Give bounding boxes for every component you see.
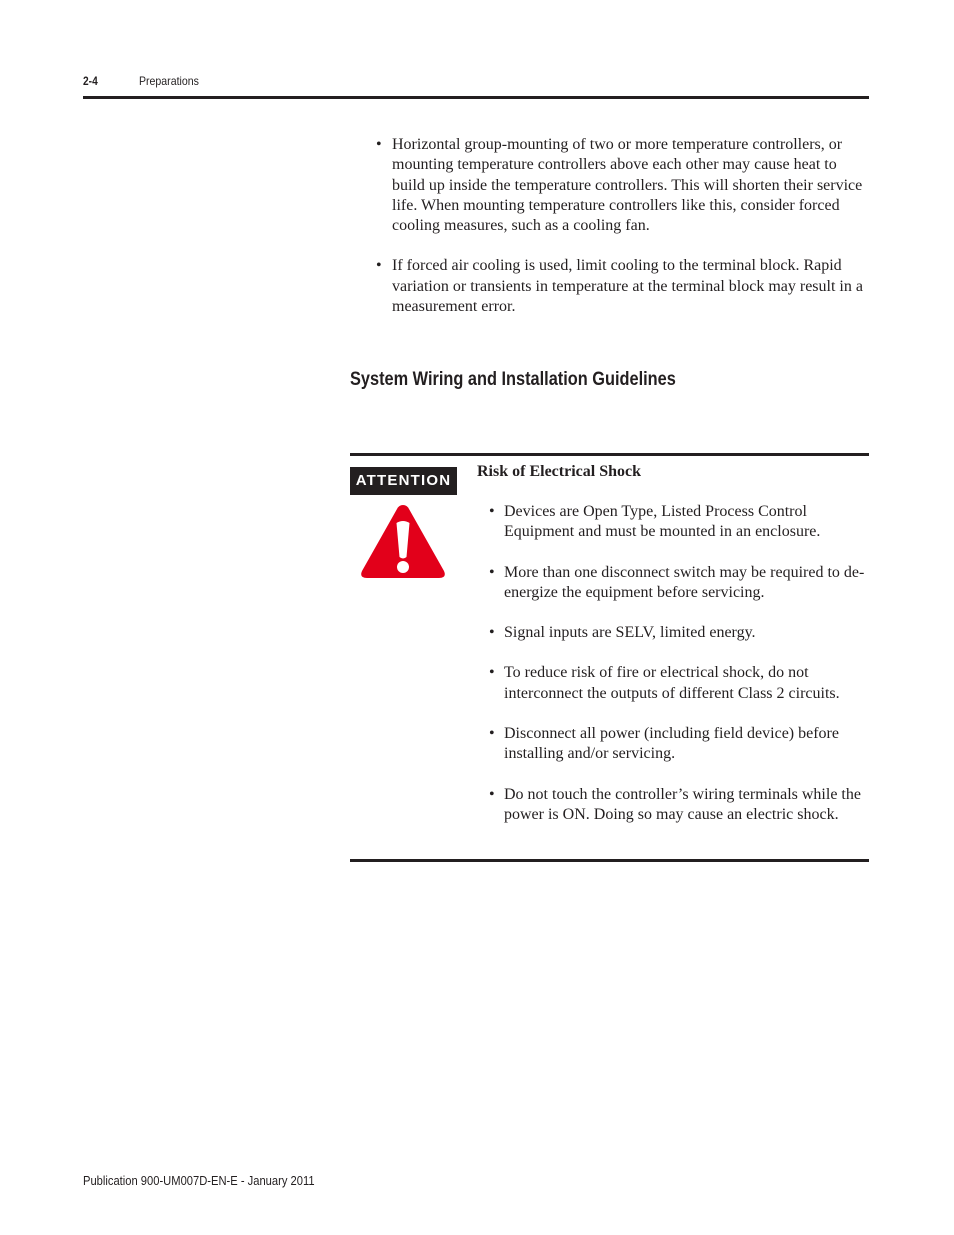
bullet-marker: • (489, 624, 495, 642)
page-header (83, 72, 869, 92)
page-number: 2-4 (83, 74, 98, 88)
bullet-text: Devices are Open Type, Listed Process Control Equipment and must be mounted in an enclosure. (504, 503, 821, 541)
bullet-marker: • (489, 664, 495, 682)
bullet-text: To reduce risk of fire or electrical shock, do not interconnect the outputs of different Class 2 circuits. (504, 664, 840, 702)
attention-bottom-rule (350, 859, 869, 862)
bullet-text: More than one disconnect switch may be required to de-energize the equipment before servicing. (504, 563, 865, 601)
attention-title: Risk of Electrical Shock (477, 463, 641, 480)
list-item (489, 502, 867, 543)
list-item (376, 256, 868, 317)
list-item (489, 563, 867, 604)
bullet-marker: • (489, 563, 495, 581)
bullet-text: Signal inputs are SELV, limited energy. (504, 624, 756, 642)
intro-bullet-list (376, 135, 868, 337)
attention-label: ATTENTION (350, 467, 457, 495)
list-item (489, 785, 867, 826)
section-heading: System Wiring and Installation Guidelines (350, 369, 676, 390)
header-divider (83, 96, 869, 99)
list-item (489, 623, 867, 643)
page-footer: Publication 900-UM007D-EN-E - January 2011 (83, 1173, 315, 1188)
exclamation-dot (397, 561, 409, 573)
bullet-marker: • (489, 725, 495, 743)
bullet-marker: • (376, 136, 382, 153)
warning-triangle-icon (358, 501, 448, 582)
attention-top-rule (350, 453, 869, 456)
attention-box (350, 453, 869, 862)
bullet-text: Disconnect all power (including field device) before installing and/or servicing. (504, 725, 839, 763)
bullet-marker: • (489, 785, 495, 803)
list-item (489, 663, 867, 704)
bullet-text: Horizontal group-mounting of two or more temperature controllers, or mounting temperature controllers above each other may cause heat to build up inside the temperature controllers. This will shorten their service life. When mounting temperature controllers like this, consider forced cooling measures, such as a cooling fan. (392, 136, 863, 235)
attention-bullet-list (489, 502, 867, 845)
list-item (489, 724, 867, 765)
bullet-marker: • (376, 257, 382, 275)
bullet-marker: • (489, 503, 495, 520)
list-item (376, 135, 868, 236)
bullet-text: If forced air cooling is used, limit cooling to the terminal block. Rapid variation or transients in temperature at the terminal block may result in a measurement error. (392, 257, 863, 316)
section-title: Preparations (139, 74, 199, 88)
bullet-text: Do not touch the controller’s wiring terminals while the power is ON. Doing so may cause an electric shock. (504, 785, 861, 823)
